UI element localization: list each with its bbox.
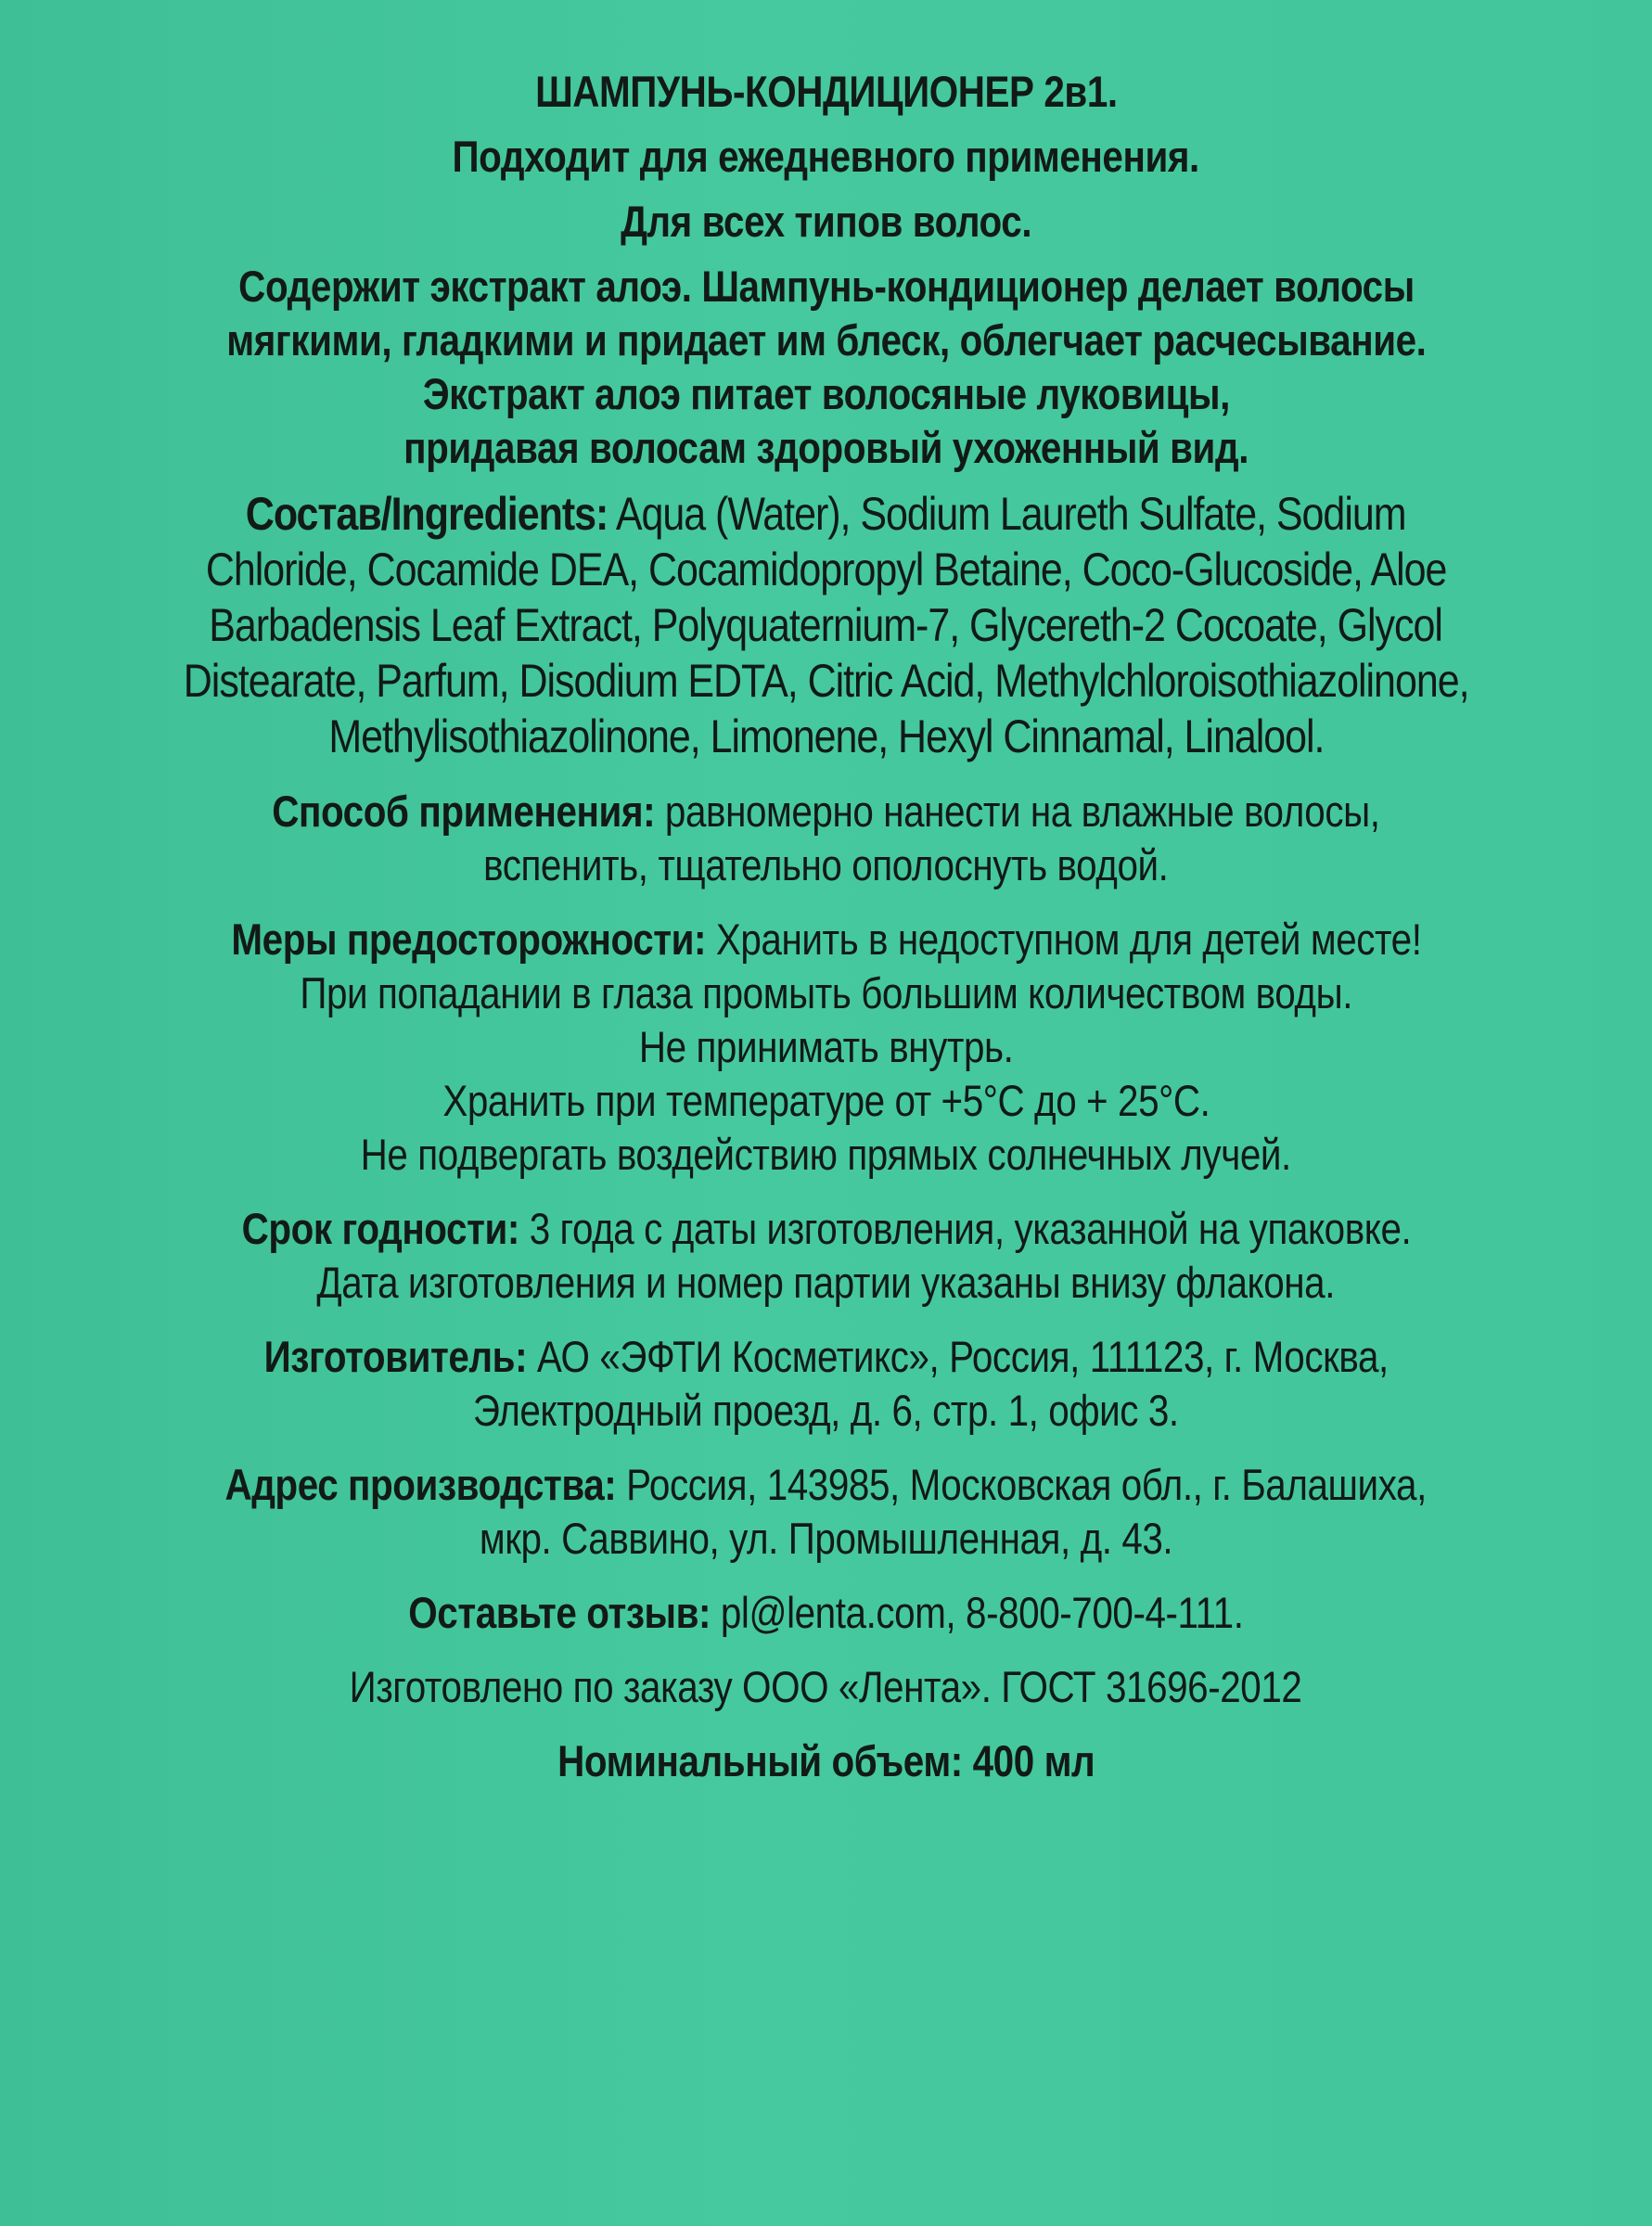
production-address-block (37, 1458, 1615, 1566)
usage-block (37, 785, 1615, 892)
manufacturer-label: Изготовитель: (263, 1332, 527, 1381)
description-line: Содержит экстракт алоэ. Шампунь-кондиционер делает волосы (237, 262, 1415, 311)
feedback-line (37, 1586, 1615, 1640)
feedback-block (37, 1586, 1615, 1640)
shelf-life-line: Дата изготовления и номер партии указаны внизу флакона. (316, 1258, 1336, 1307)
feedback-contact: pl@lenta.com, 8-800-700-4-111. (711, 1588, 1244, 1637)
daily-use-text: Подходит для ежедневного применения. (452, 132, 1200, 181)
precautions-line: Меры предосторожности: Хранить в недоступном для детей месте! (230, 915, 1422, 964)
manufacturer-line: Электродный проезд, д. 6, стр. 1, офис 3. (473, 1386, 1179, 1435)
production-address-line: мкр. Саввино, ул. Промышленная, д. 43. (479, 1514, 1173, 1563)
made-for-text: Изготовлено по заказу ООО «Лента». ГОСТ 31696-2012 (350, 1662, 1302, 1711)
shelf-life-line: Срок годности: 3 года с даты изготовления, указанной на упаковке. (241, 1204, 1411, 1253)
description-line: Экстракт алоэ питает волосяные луковицы, (422, 369, 1230, 418)
production-address-line: Адрес производства: Россия, 143985, Московская обл., г. Балашиха, (224, 1460, 1428, 1509)
product-title: ШАМПУНЬ-КОНДИЦИОНЕР 2в1. (534, 67, 1118, 116)
ingredients-line: Состав/Ingredients: Aqua (Water), Sodium Laureth Sulfate, Sodium (246, 488, 1406, 540)
volume-text: Номинальный объем: 400 мл (557, 1736, 1095, 1785)
precautions-line: Не подвергать воздействию прямых солнечных лучей. (360, 1130, 1292, 1179)
usage-label: Способ применения: (272, 787, 656, 836)
shelf-life-block (37, 1202, 1615, 1310)
usage-line: Способ применения: равномерно нанести на влажные волосы, (272, 787, 1380, 836)
ingredients-line: Distearate, Parfum, Disodium EDTA, Citric Acid, Methylchloroisothiazolinone, (183, 655, 1469, 707)
ingredients-label: Состав/Ingredients: (246, 488, 608, 540)
precautions-block (37, 913, 1615, 1182)
description-block (37, 260, 1615, 475)
feedback-label: Оставьте отзыв: (408, 1588, 711, 1637)
description-line: придавая волосам здоровый ухоженный вид. (403, 423, 1249, 472)
manufacturer-block (37, 1330, 1615, 1438)
production-address-label: Адрес производства: (224, 1460, 617, 1509)
description-line: мягкими, гладкими и придает им блеск, облегчает расчесывание. (225, 315, 1427, 365)
precautions-label: Меры предосторожности: (230, 915, 706, 964)
precautions-line: Не принимать внутрь. (638, 1022, 1014, 1071)
ingredients-line: Barbadensis Leaf Extract, Polyquaternium-7, Glycereth-2 Cocoate, Glycol (209, 599, 1443, 651)
ingredients-line: Chloride, Cocamide DEA, Cocamidopropyl Betaine, Coco-Glucoside, Aloe (205, 544, 1447, 595)
hair-types-text: Для всех типов волос. (620, 197, 1032, 246)
precautions-line: Хранить при температуре от +5°С до + 25°С. (442, 1076, 1210, 1125)
usage-line: вспенить, тщательно ополоснуть водой. (483, 840, 1169, 889)
precautions-line: При попадании в глаза промыть большим количеством воды. (300, 968, 1352, 1017)
shelf-life-label: Срок годности: (241, 1204, 519, 1253)
ingredients-line: Methylisothiazolinone, Limonene, Hexyl Cinnamal, Linalool. (327, 710, 1325, 762)
manufacturer-line: Изготовитель: АО «ЭФТИ Косметикс», Россия, 111123, г. Москва, (263, 1332, 1389, 1381)
ingredients-block (37, 486, 1615, 764)
